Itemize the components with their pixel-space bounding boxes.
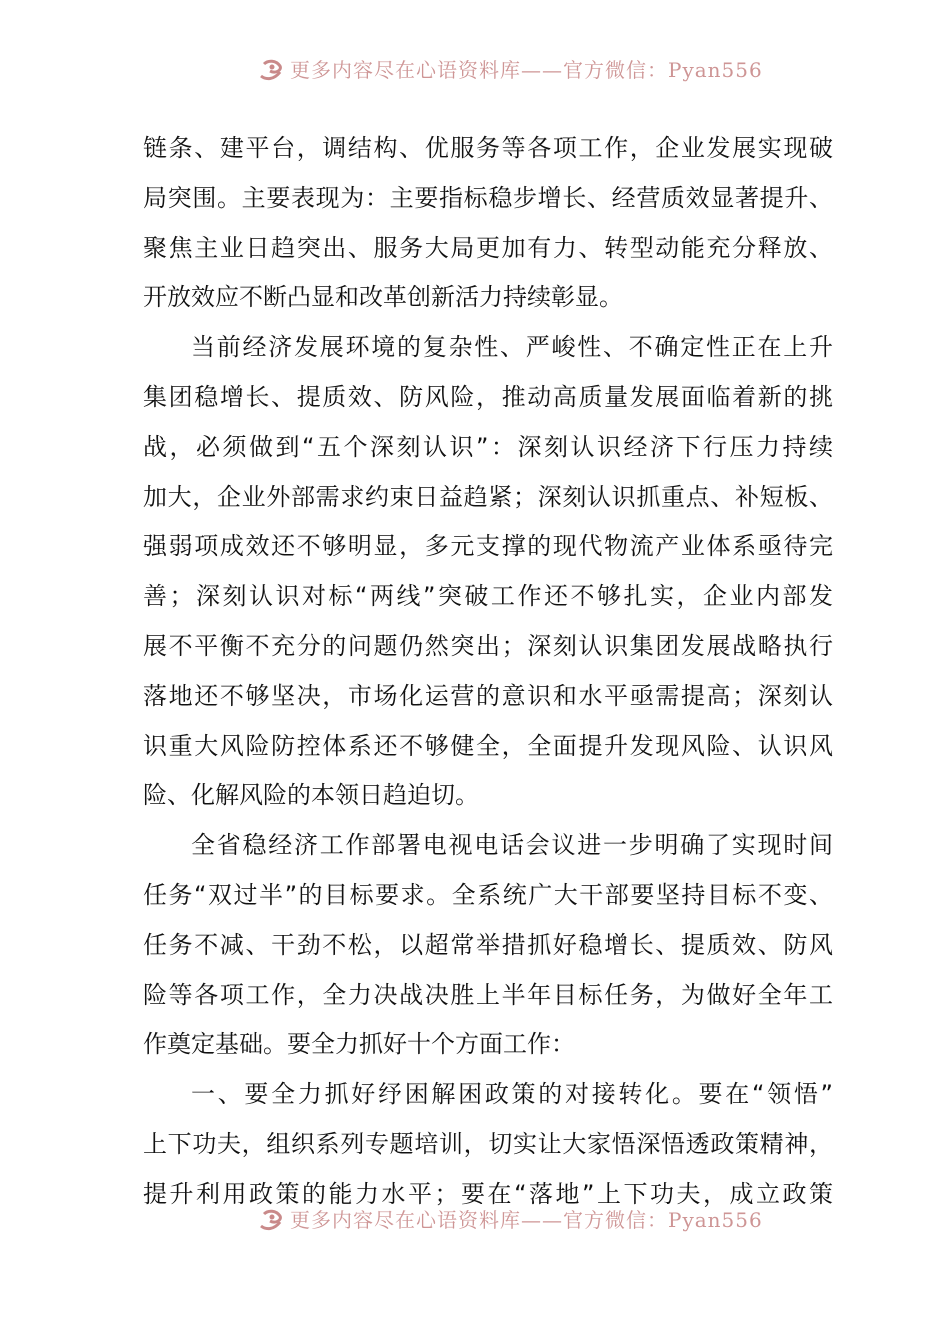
body-line: 聚焦主业日趋突出、服务大局更加有力、转型动能充分释放、 — [143, 233, 833, 262]
body-line: 强弱项成效还不够明显，多元支撑的现代物流产业体系亟待完 — [143, 532, 833, 561]
body-line: 作奠定基础。要全力抓好十个方面工作： — [143, 1030, 575, 1059]
body-line: 任务“双过半”的目标要求。全系统广大干部要坚持目标不变、 — [143, 880, 833, 909]
header-watermark — [0, 56, 950, 84]
body-line: 识重大风险防控体系还不够健全，全面提升发现风险、认识风 — [143, 731, 833, 760]
body-line: 加大，企业外部需求约束日益趋紧；深刻认识抓重点、补短板、 — [143, 482, 833, 511]
paragraph-first-line: 全省稳经济工作部署电视电话会议进一步明确了实现时间 — [191, 831, 833, 860]
paragraph-first-line: 一、要全力抓好纾困解困政策的对接转化。要在“领悟” — [191, 1080, 833, 1109]
paragraph-first-line: 当前经济发展环境的复杂性、严峻性、不确定性正在上升 — [191, 333, 833, 362]
body-line: 提升利用政策的能力水平；要在“落地”上下功夫，成立政策 — [143, 1179, 833, 1208]
footer-watermark — [0, 1206, 950, 1234]
body-line: 战，必须做到“五个深刻认识”：深刻认识经济下行压力持续 — [143, 432, 833, 461]
body-line: 落地还不够坚决，市场化运营的意识和水平亟需提高；深刻认 — [143, 681, 833, 710]
body-line: 集团稳增长、提质效、防风险，推动高质量发展面临着新的挑 — [143, 382, 833, 411]
watermark-text: 更多内容尽在心语资料库——官方微信：Pyan556 — [290, 1208, 763, 1232]
body-line: 善；深刻认识对标“两线”突破工作还不够扎实，企业内部发 — [143, 582, 833, 611]
watermark-text: 更多内容尽在心语资料库——官方微信：Pyan556 — [290, 58, 763, 82]
library-logo-icon — [258, 1208, 286, 1232]
body-line: 开放效应不断凸显和改革创新活力持续彰显。 — [143, 283, 623, 312]
body-line: 链条、建平台，调结构、优服务等各项工作，企业发展实现破 — [143, 134, 833, 162]
body-line: 局突围。主要表现为：主要指标稳步增长、经营质效显著提升、 — [143, 183, 833, 212]
body-line: 上下功夫，组织系列专题培训，切实让大家悟深悟透政策精神， — [143, 1129, 833, 1158]
document-body — [143, 124, 833, 1220]
library-logo-icon — [258, 58, 286, 82]
body-line: 险等各项工作，全力决战决胜上半年目标任务，为做好全年工 — [143, 980, 833, 1009]
body-line: 任务不减、干劲不松，以超常举措抓好稳增长、提质效、防风 — [143, 930, 833, 959]
body-line: 展不平衡不充分的问题仍然突出；深刻认识集团发展战略执行 — [143, 631, 833, 660]
body-line: 险、化解风险的本领日趋迫切。 — [143, 781, 479, 810]
